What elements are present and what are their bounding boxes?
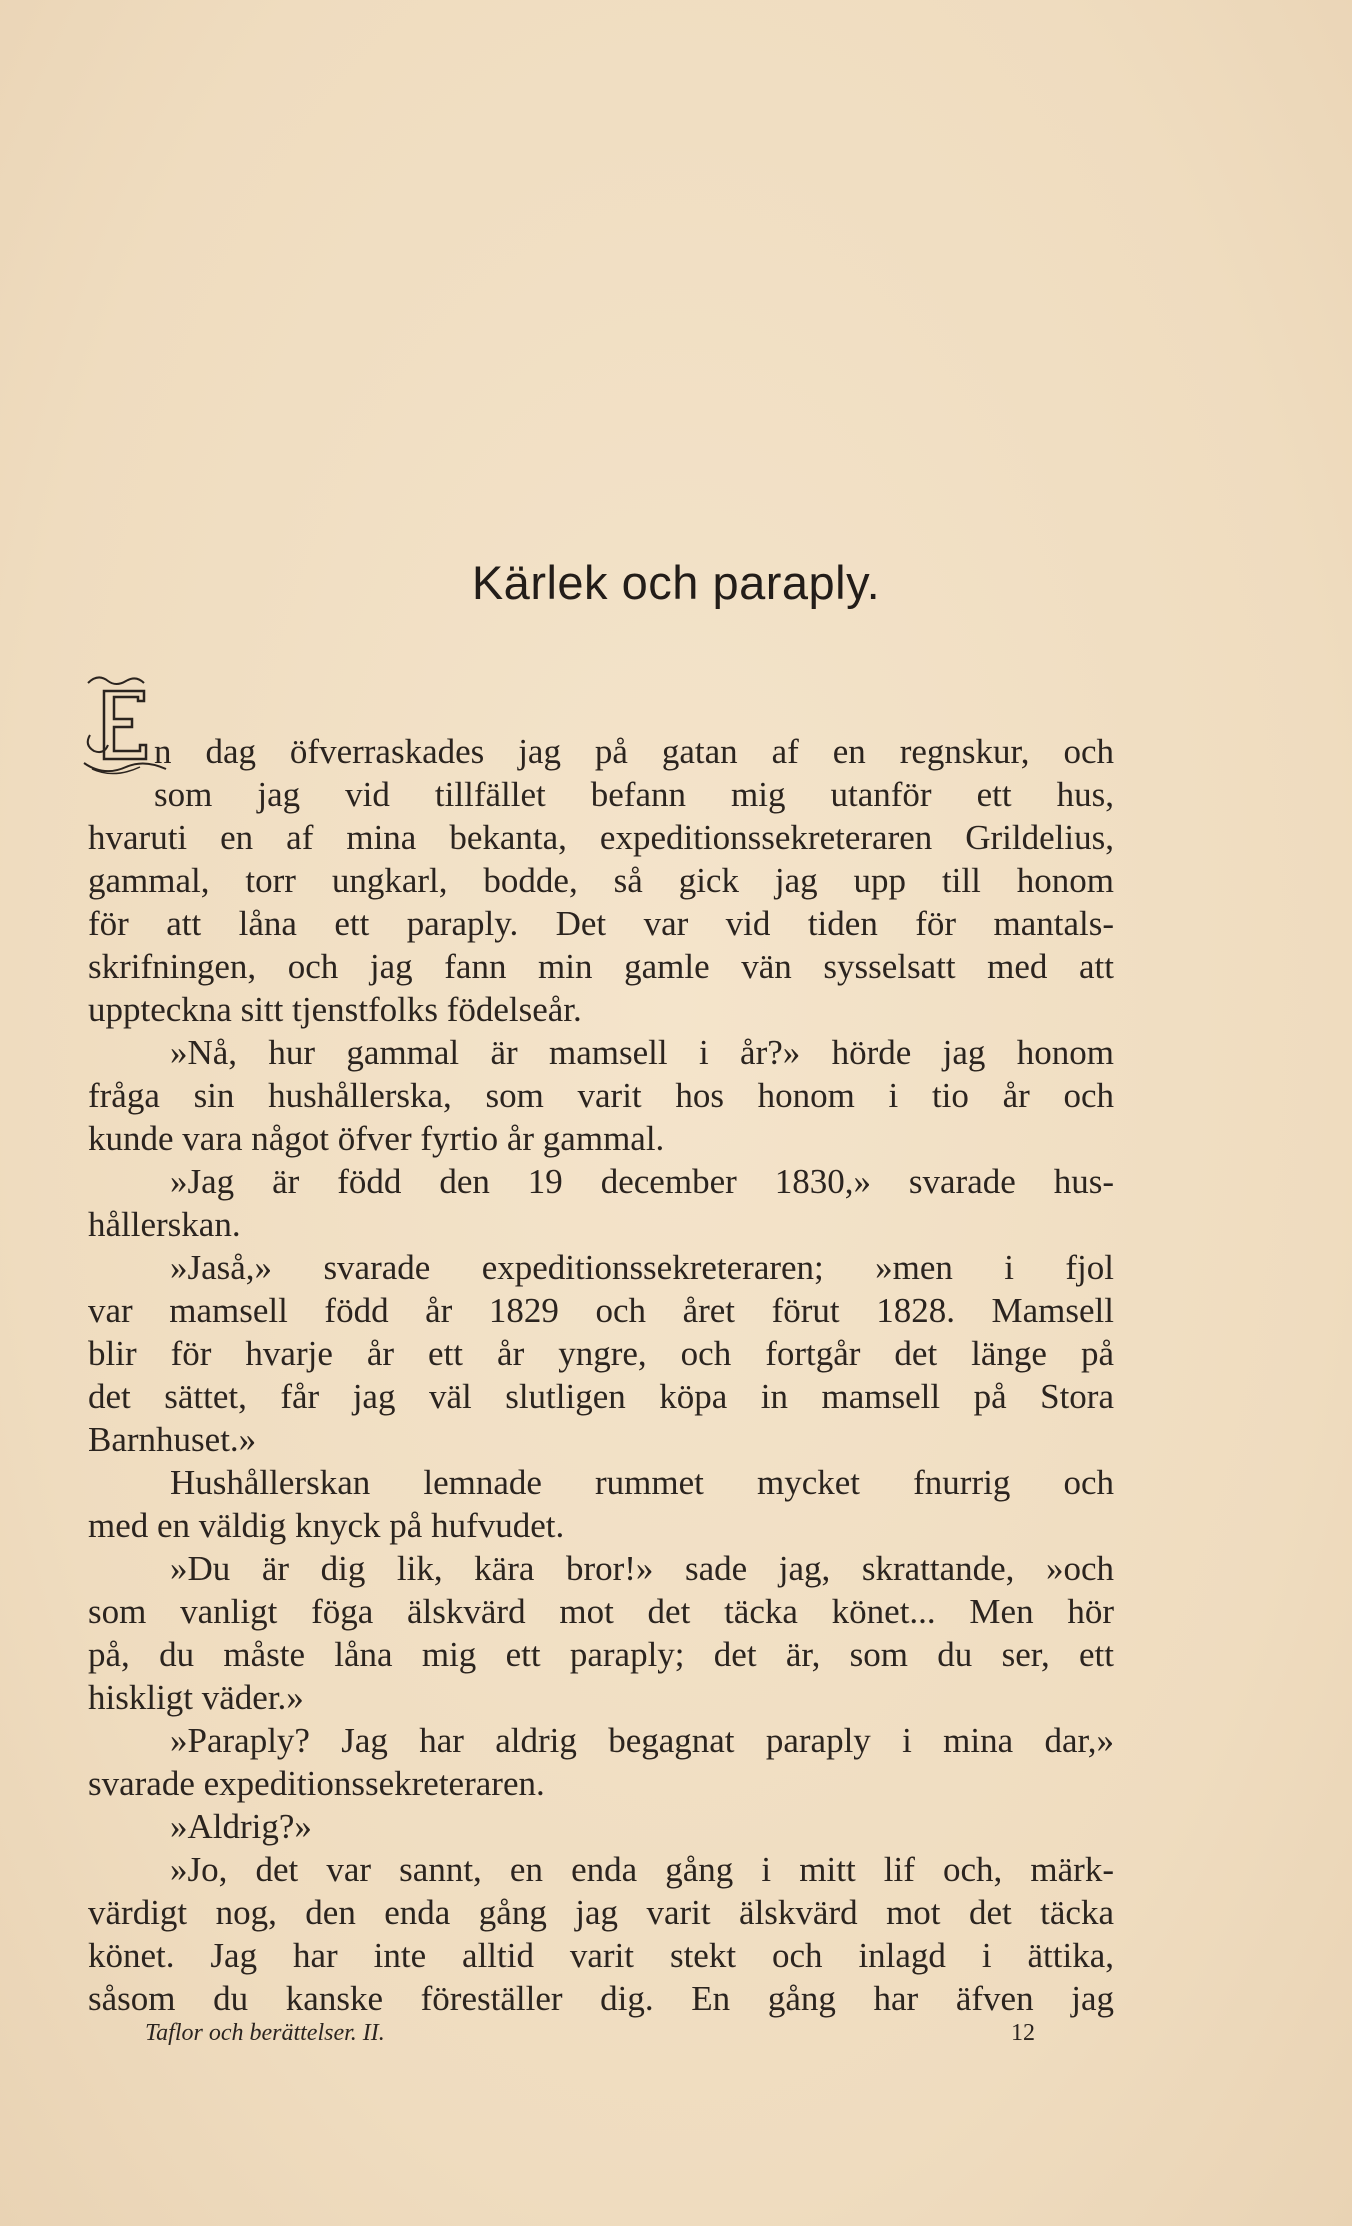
text-line: »Jo, det var sannt, en enda gång i mitt lif och, märk- bbox=[170, 1850, 1114, 1889]
text-line: kunde vara något öfver fyrtio år gammal. bbox=[88, 1119, 665, 1158]
text-line: var mamsell född år 1829 och året förut 1828. Mamsell bbox=[88, 1291, 1114, 1330]
text-line: med en väldig knyck på hufvudet. bbox=[88, 1506, 565, 1545]
text-line: värdigt nog, den enda gång jag varit älskvärd mot det täcka bbox=[88, 1893, 1114, 1932]
book-title: Taflor och berättelser. II. bbox=[145, 2020, 385, 2046]
page-footer bbox=[145, 2020, 1035, 2047]
text-line: »Paraply? Jag har aldrig begagnat paraply i mina dar,» bbox=[170, 1721, 1114, 1760]
text-line: könet. Jag har inte alltid varit stekt och inlagd i ättika, bbox=[88, 1936, 1114, 1975]
text-line: »Jaså,» svarade expeditionssekreteraren; »men i fjol bbox=[170, 1248, 1114, 1287]
text-line: blir för hvarje år ett år yngre, och fortgår det länge på bbox=[88, 1334, 1114, 1373]
text-line: Barnhuset.» bbox=[88, 1420, 257, 1459]
text-line: Hushållerskan lemnade rummet mycket fnurrig och bbox=[170, 1463, 1114, 1502]
body-text bbox=[88, 730, 1114, 2020]
text-line: skrifningen, och jag fann min gamle vän sysselsatt med att bbox=[88, 947, 1114, 986]
text-line: som jag vid tillfället befann mig utanför ett hus, bbox=[154, 775, 1114, 814]
text-line: fråga sin hushållerska, som varit hos honom i tio år och bbox=[88, 1076, 1114, 1115]
text-line: på, du måste låna mig ett paraply; det är, som du ser, ett bbox=[88, 1635, 1114, 1674]
text-line: uppteckna sitt tjenstfolks födelseår. bbox=[88, 990, 582, 1029]
text-line: n dag öfverraskades jag på gatan af en regnskur, och bbox=[154, 732, 1114, 771]
text-line: svarade expeditionssekreteraren. bbox=[88, 1764, 545, 1803]
text-line: hållerskan. bbox=[88, 1205, 241, 1244]
text-line: gammal, torr ungkarl, bodde, så gick jag upp till honom bbox=[88, 861, 1114, 900]
text-line: såsom du kanske föreställer dig. En gång har äfven jag bbox=[88, 1979, 1114, 2018]
chapter-title: Kärlek och paraply. bbox=[471, 556, 881, 609]
text-line: som vanligt föga älskvärd mot det täcka könet... Men hör bbox=[88, 1592, 1114, 1631]
text-line: det sättet, får jag väl slutligen köpa in mamsell på Stora bbox=[88, 1377, 1114, 1416]
text-line: hvaruti en af mina bekanta, expeditionssekreteraren Grildelius, bbox=[88, 818, 1114, 857]
text-line: hiskligt väder.» bbox=[88, 1678, 304, 1717]
text-line: för att låna ett paraply. Det var vid tiden för mantals- bbox=[88, 904, 1114, 943]
page-number: 12 bbox=[1011, 2020, 1035, 2046]
text-line: »Jag är född den 19 december 1830,» svarade hus- bbox=[170, 1162, 1114, 1201]
text-line: »Du är dig lik, kära bror!» sade jag, skrattande, »och bbox=[170, 1549, 1114, 1588]
text-line: »Nå, hur gammal är mamsell i år?» hörde jag honom bbox=[170, 1033, 1114, 1072]
text-line: »Aldrig?» bbox=[170, 1807, 312, 1846]
